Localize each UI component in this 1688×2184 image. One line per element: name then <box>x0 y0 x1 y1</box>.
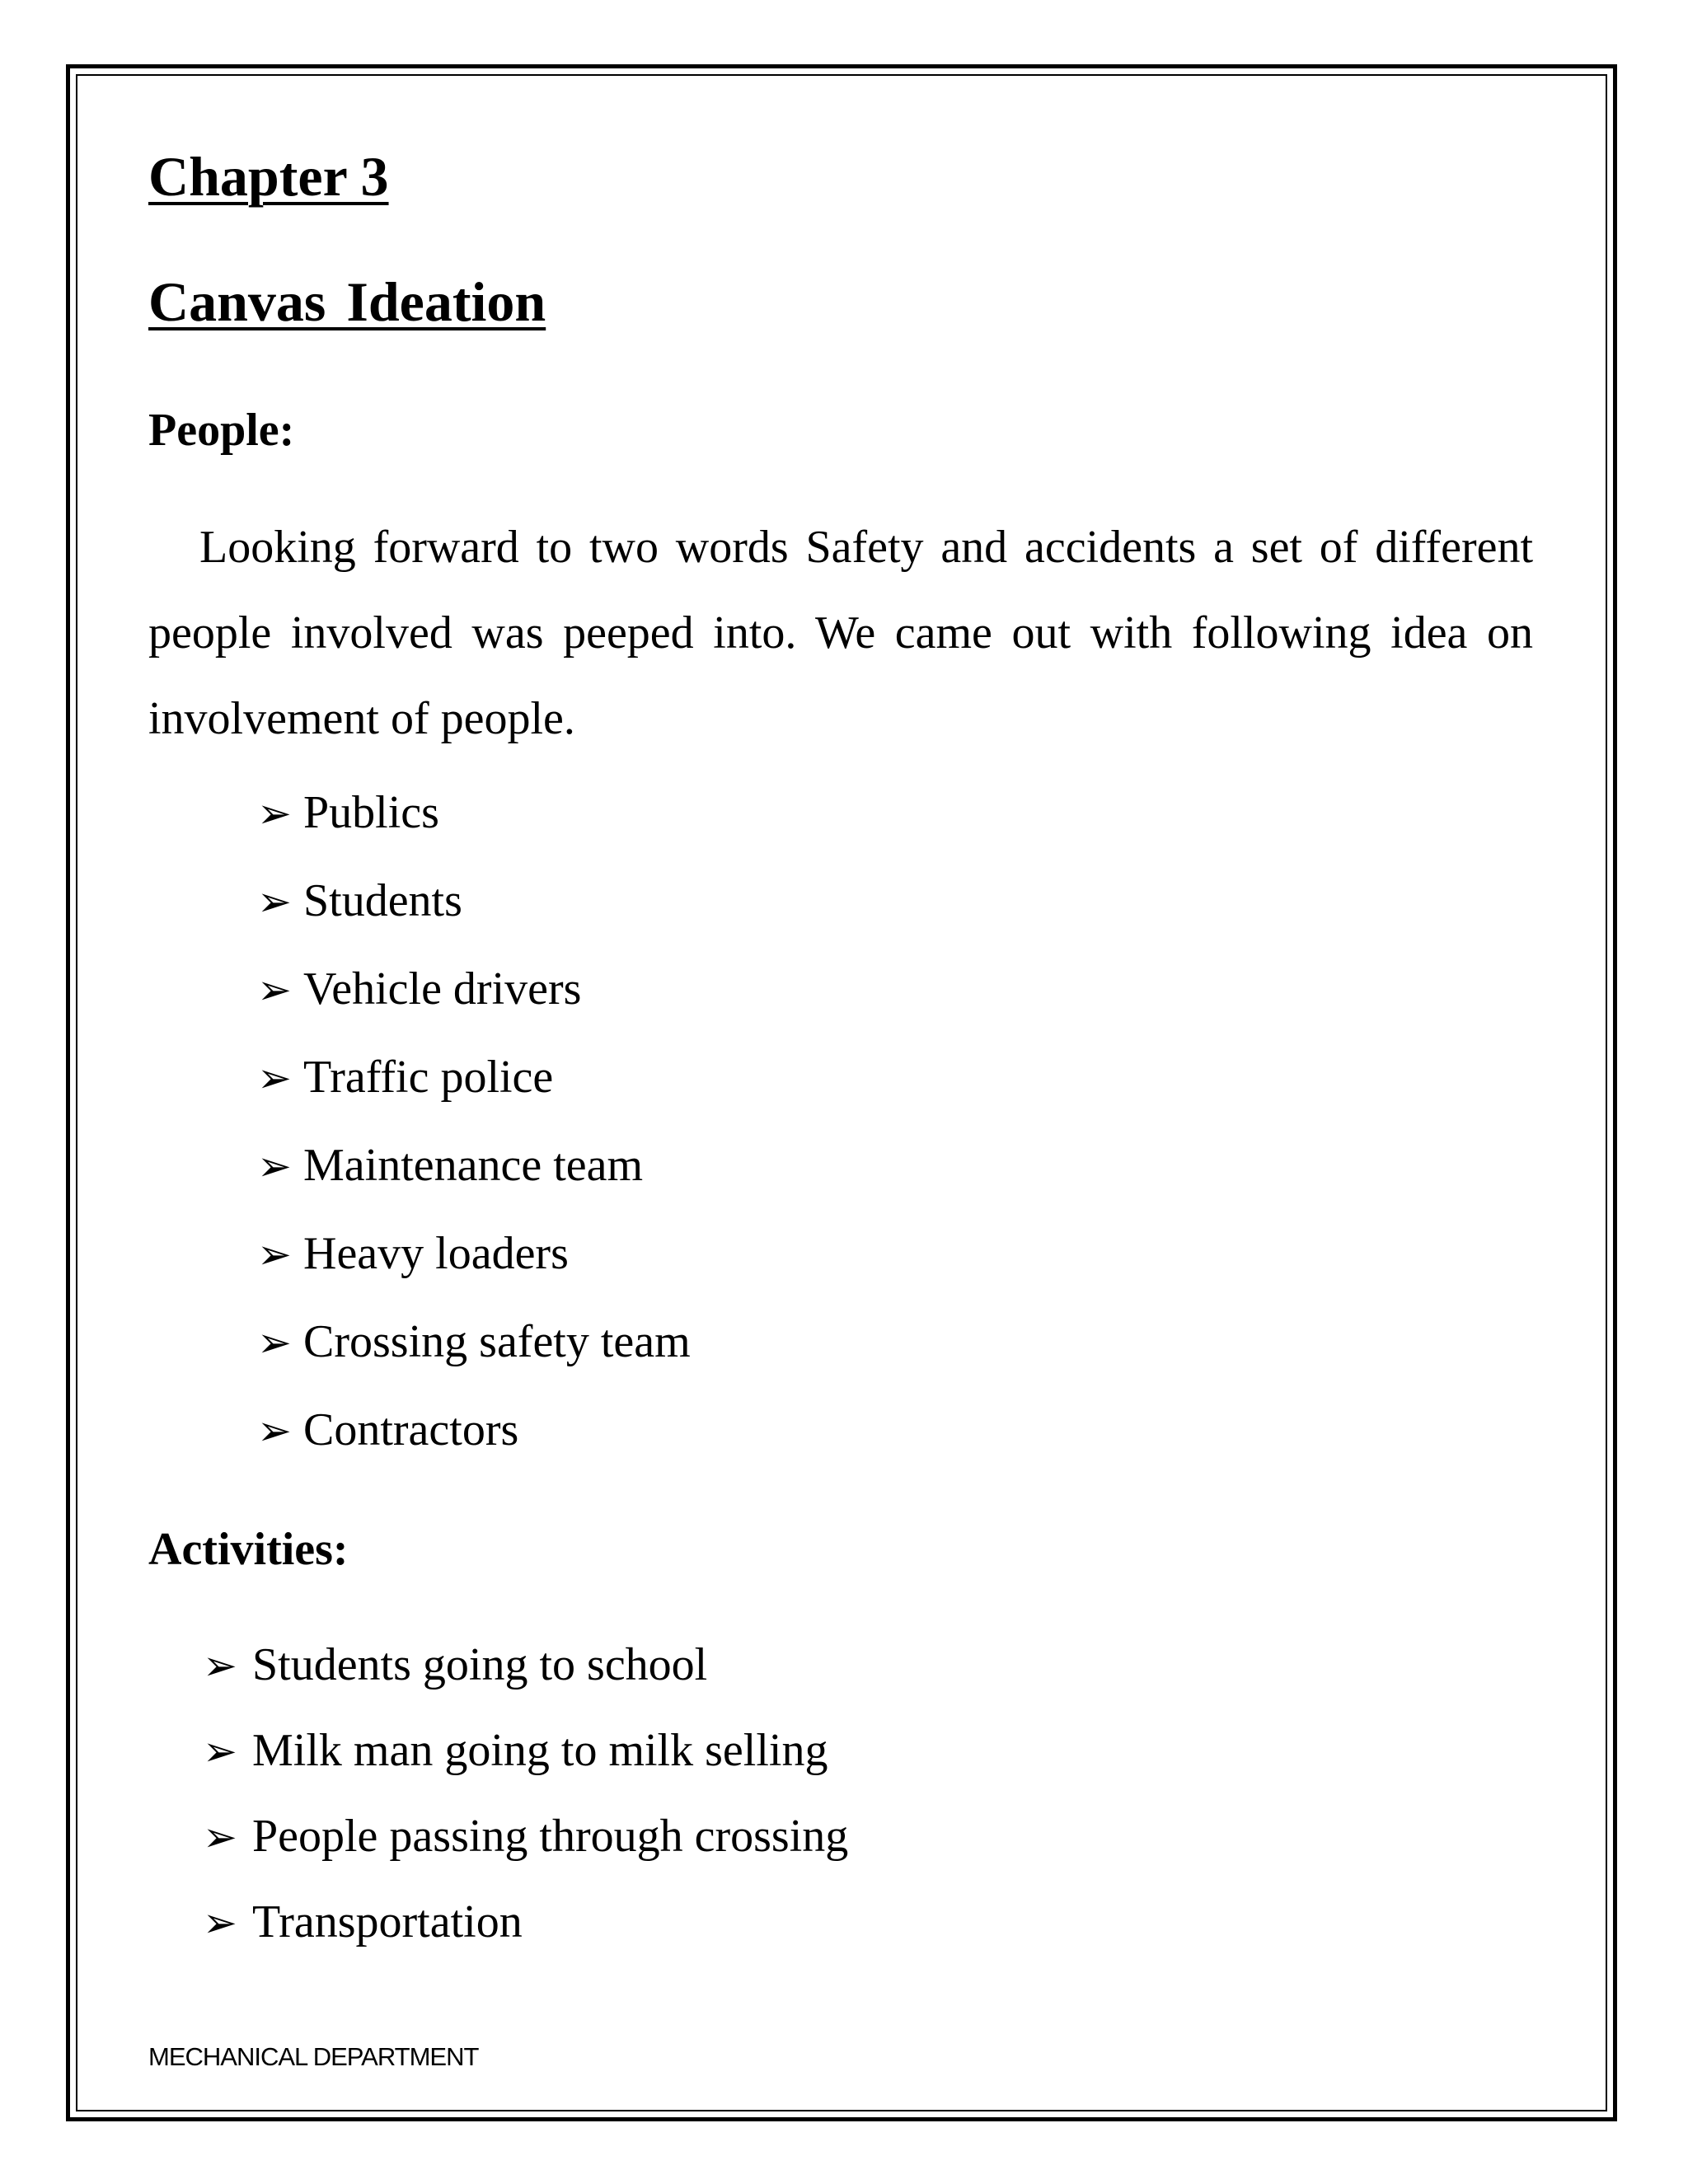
people-item-text: Traffic police <box>303 1052 554 1103</box>
activities-list <box>203 1639 849 1985</box>
arrowhead-bullet-icon: ➢ <box>257 1142 292 1190</box>
people-paragraph: Looking forward to two words Safety and accidents a set of different people involved was peeped into. We came out with following idea on involvement of people. <box>148 522 1533 744</box>
people-list-item <box>257 1230 691 1319</box>
people-item-text: Crossing safety team <box>303 1316 691 1367</box>
arrowhead-bullet-icon: ➢ <box>203 1813 237 1861</box>
arrowhead-bullet-icon: ➢ <box>203 1899 237 1947</box>
activities-item-text: Milk man going to milk selling <box>252 1725 828 1776</box>
arrowhead-bullet-icon: ➢ <box>257 790 292 837</box>
arrowhead-bullet-icon: ➢ <box>257 1054 292 1102</box>
arrowhead-bullet-icon: ➢ <box>257 1319 292 1366</box>
people-item-text: Maintenance team <box>303 1140 644 1191</box>
people-list <box>257 787 691 1495</box>
people-list-item <box>257 787 691 878</box>
arrowhead-bullet-icon: ➢ <box>203 1727 237 1775</box>
activities-item-text: Transportation <box>252 1896 523 1947</box>
activities-item-text: People passing through crossing <box>252 1811 849 1862</box>
arrowhead-bullet-icon: ➢ <box>257 1230 292 1278</box>
activities-list-item <box>203 1813 848 1899</box>
chapter-heading: Chapter 3 <box>148 145 389 208</box>
people-list-item <box>257 1142 691 1230</box>
people-list-item <box>257 875 691 966</box>
people-item-text: Publics <box>303 787 439 838</box>
people-item-text: Vehicle drivers <box>303 963 582 1015</box>
arrowhead-bullet-icon: ➢ <box>257 878 292 926</box>
arrowhead-bullet-icon: ➢ <box>257 966 292 1014</box>
people-item-text: Heavy loaders <box>303 1228 569 1279</box>
people-item-text: Students <box>303 875 462 926</box>
people-list-item <box>257 1054 691 1142</box>
arrowhead-bullet-icon: ➢ <box>203 1642 237 1690</box>
people-heading: People: <box>148 405 295 456</box>
activities-list-item <box>203 1639 848 1727</box>
people-list-item <box>257 963 691 1054</box>
activities-heading: Activities: <box>148 1524 349 1575</box>
people-item-text: Contractors <box>303 1404 519 1455</box>
arrowhead-bullet-icon: ➢ <box>257 1407 292 1455</box>
footer-department: MECHANICAL DEPARTMENT <box>148 2042 479 2071</box>
activities-item-text: Students going to school <box>252 1639 708 1690</box>
section-title: Canvas Ideation <box>148 270 546 333</box>
people-list-item <box>257 1404 691 1495</box>
activities-list-item <box>203 1727 848 1813</box>
activities-list-item <box>203 1896 848 1985</box>
people-list-item <box>257 1316 691 1407</box>
